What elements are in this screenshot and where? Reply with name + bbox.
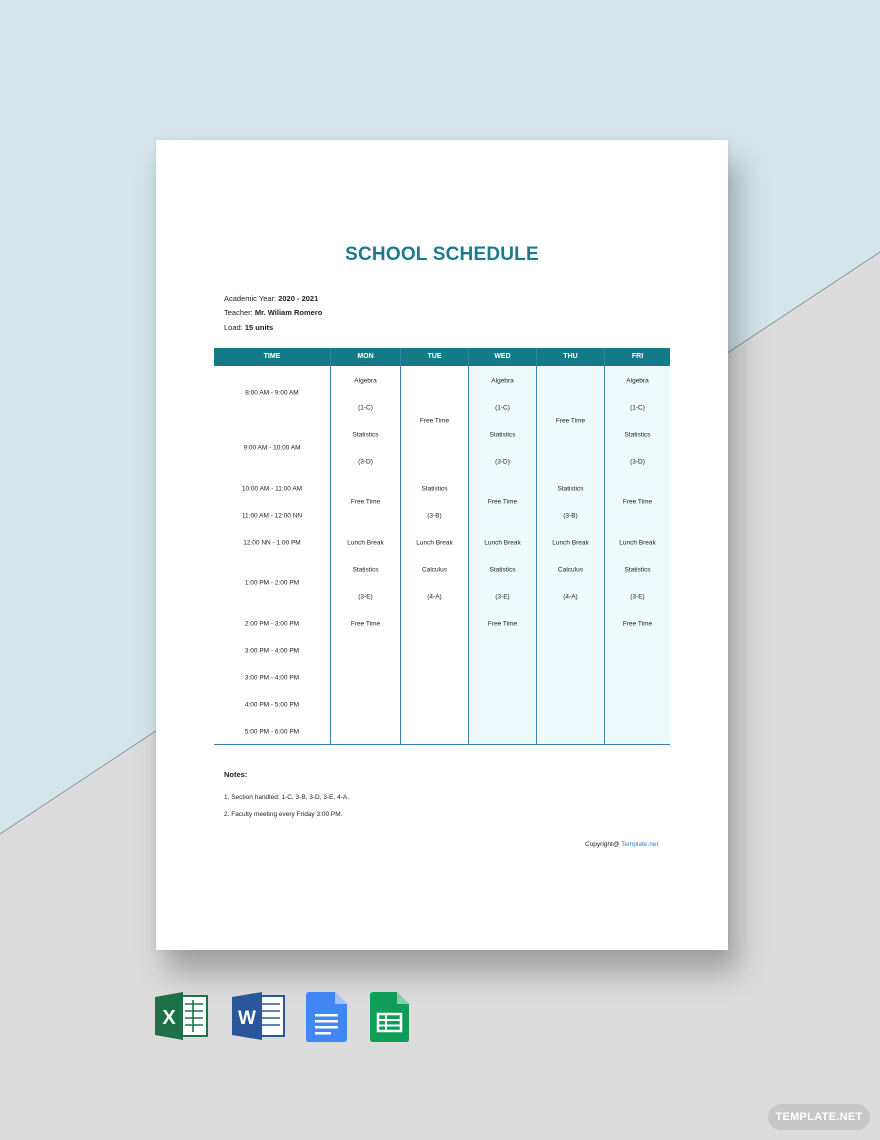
teacher (224, 308, 322, 317)
fri-cell: (3-D) (630, 458, 645, 466)
academic-year (224, 294, 318, 303)
fri-cell: Algebra (626, 377, 649, 385)
mon-cell: Lunch Break (347, 539, 384, 547)
svg-text:W: W (238, 1008, 256, 1029)
fri-cell: Statistics (624, 566, 651, 574)
mon-cell: Algebra (354, 377, 377, 385)
document-page (156, 140, 728, 950)
wed-column-shade (468, 366, 536, 744)
wed-cell: Free Time (487, 620, 518, 628)
column-divider (536, 348, 537, 745)
header-mon: MON (357, 353, 374, 360)
schedule-table (214, 348, 670, 746)
time-cell: 4:00 PM - 5:00 PM (244, 701, 300, 709)
copyright (585, 841, 658, 848)
teacher-value: Mr. Wiliam Romero (254, 308, 323, 317)
header-time: TIME (263, 353, 281, 360)
time-cell: 10:00 AM - 11:00 AM (241, 485, 303, 493)
note-item: 2. Faculty meeting every Friday 3:00 PM. (224, 811, 343, 818)
wed-cell: (3-E) (495, 593, 510, 601)
fri-cell: Lunch Break (619, 539, 656, 547)
thu-cell: Free Time (555, 417, 586, 425)
wed-cell: Statistics (489, 431, 516, 439)
mon-cell: Free Time (350, 620, 381, 628)
tue-cell: Lunch Break (416, 539, 453, 547)
copyright-link[interactable]: Template.net (621, 841, 659, 848)
academic-year-label: Academic Year: (224, 294, 277, 303)
thu-cell: Lunch Break (552, 539, 589, 547)
wed-cell: (1-C) (495, 404, 510, 412)
mon-cell: (1-C) (358, 404, 373, 412)
wed-cell: Statistics (489, 566, 516, 574)
time-cell: 11:00 AM - 12:00 NN (241, 512, 303, 520)
copyright-prefix: Copyright@ (585, 841, 620, 848)
mon-cell: Statistics (352, 431, 379, 439)
google-sheets-icon[interactable] (370, 992, 410, 1042)
fri-cell: Free Time (622, 620, 653, 628)
header-thu: THU (563, 353, 578, 360)
thu-cell: Statistics (557, 485, 584, 493)
time-cell: 12:00 NN - 1:00 PM (243, 539, 301, 547)
tue-cell: (4-A) (427, 593, 442, 601)
page-title: SCHOOL SCHEDULE (345, 244, 539, 265)
header-fri: FRI (631, 353, 644, 360)
thu-cell: (4-A) (563, 593, 578, 601)
load-label: Load: (224, 323, 243, 332)
fri-column-shade (604, 366, 670, 744)
time-cell: 3:00 PM - 4:00 PM (244, 674, 300, 682)
watermark-badge: TEMPLATE.NET (768, 1104, 870, 1130)
time-cell: 3:00 PM - 4:00 PM (244, 647, 300, 655)
mon-cell: (3-E) (358, 593, 373, 601)
excel-icon[interactable] (155, 992, 209, 1040)
note-item: 1. Section handled: 1-C, 3-B, 3-D, 3-E, 4-A. (224, 794, 350, 801)
load-value: 15 units (244, 323, 274, 332)
teacher-label: Teacher: (224, 308, 253, 317)
thu-cell: Calculus (558, 566, 583, 574)
header-wed: WED (494, 353, 511, 360)
header-tue: TUE (427, 353, 442, 360)
wed-cell: (3-D) (495, 458, 510, 466)
tue-cell: Free Time (419, 417, 450, 425)
mon-cell: Statistics (352, 566, 379, 574)
fri-cell: Statistics (624, 431, 651, 439)
notes-heading: Notes: (224, 770, 248, 779)
time-cell: 9:00 AM - 10:00 AM (243, 444, 301, 452)
wed-cell: Lunch Break (484, 539, 521, 547)
table-bottom-border (214, 744, 670, 745)
svg-text:X: X (162, 1007, 176, 1029)
time-cell: 5:00 PM - 6:00 PM (244, 728, 300, 736)
time-cell: 8:00 AM - 9:00 AM (245, 389, 299, 397)
mon-cell: Free Time (350, 498, 381, 506)
thu-cell: (3-B) (563, 512, 578, 520)
word-icon[interactable] (232, 992, 286, 1040)
tue-cell: (3-B) (427, 512, 442, 520)
tue-cell: Statistics (421, 485, 448, 493)
fri-cell: (1-C) (630, 404, 645, 412)
wed-cell: Free Time (487, 498, 518, 506)
column-divider (400, 348, 401, 745)
time-cell: 1:00 PM - 2:00 PM (244, 579, 300, 587)
wed-cell: Algebra (491, 377, 514, 385)
fri-cell: Free Time (622, 498, 653, 506)
academic-year-value: 2020 - 2021 (278, 294, 319, 303)
google-docs-icon[interactable] (306, 992, 348, 1042)
mon-cell: (3-D) (358, 458, 373, 466)
time-cell: 2:00 PM - 3:00 PM (244, 620, 300, 628)
fri-cell: (3-E) (630, 593, 645, 601)
tue-cell: Calculus (422, 566, 447, 574)
load (224, 323, 273, 332)
